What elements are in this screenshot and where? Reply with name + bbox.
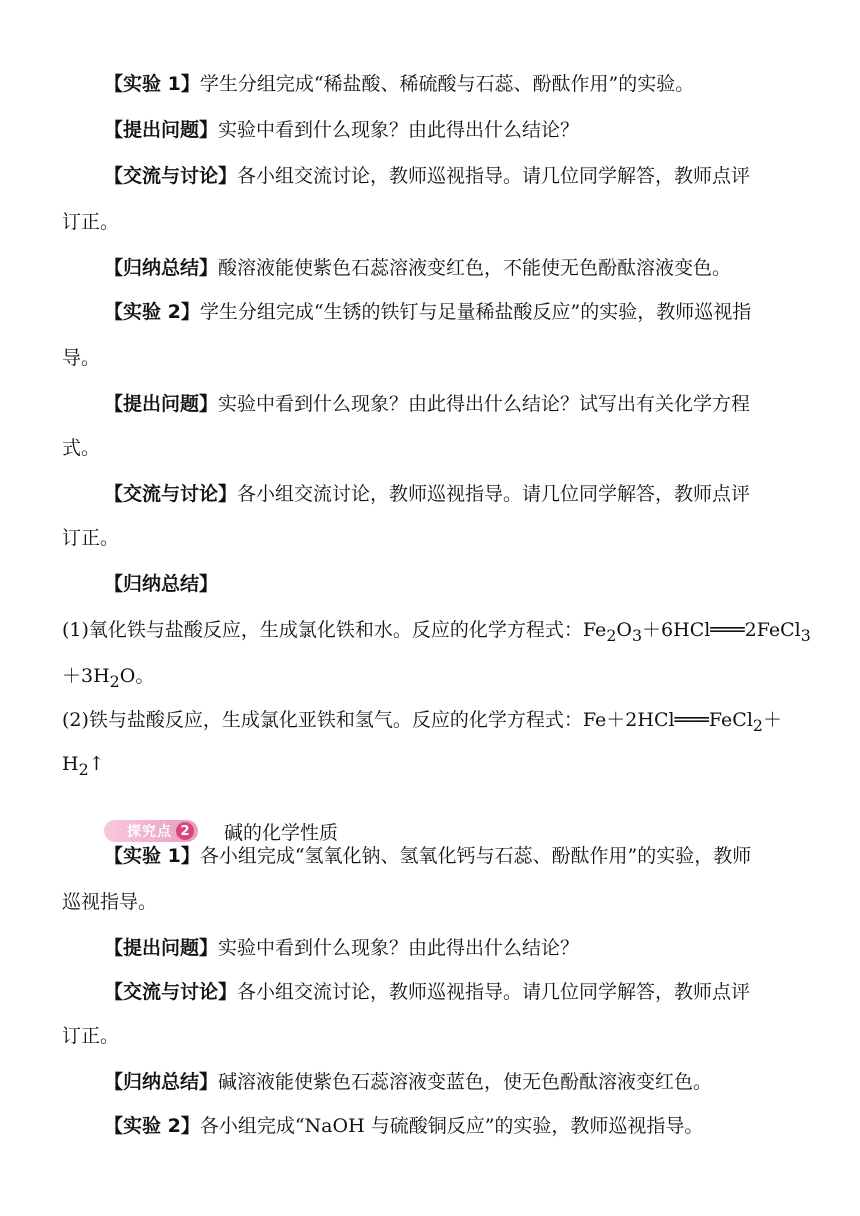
subscript: 2 [606,625,617,645]
equation-text: ＋3H [62,665,110,687]
paragraph-continuation: 巡视指导。 [62,891,158,913]
equation-text: O。 [119,665,155,687]
label-tag: 【提出问题】 [104,119,219,141]
label-tag: 【交流与讨论】 [104,165,238,187]
paragraph-continuation: 订正。 [62,211,120,233]
paragraph-text: 实验中看到什么现象？由此得出什么结论？ [218,119,580,141]
subscript: 2 [752,715,763,735]
label-tag: 【实验 1】 [104,73,200,95]
paragraph-experiment-2 [0,300,860,324]
paragraph-text: 碱溶液能使紫色石蕊溶液变蓝色，使无色酚酞溶液变红色。 [218,1071,713,1093]
equation-1 [0,618,860,648]
label-tag: 【交流与讨论】 [104,483,238,505]
subscript: 2 [78,759,89,779]
paragraph-discussion [0,164,860,188]
equation-1-continuation [0,664,860,694]
paragraph-question [0,936,860,960]
paragraph-text: 各小组完成“氢氧化钠、氢氧化钙与石蕊、酚酞作用”的实验，教师 [199,845,752,867]
equation-text: ＋6HCl═══2FeCl [642,619,801,641]
label-tag: 【归纳总结】 [104,573,219,595]
equation-2 [0,708,860,738]
paragraph-question [0,118,860,142]
paragraph-text: 学生分组完成“稀盐酸、稀硫酸与石蕊、酚酞作用”的实验。 [199,73,695,95]
paragraph-discussion [0,980,860,1004]
section-badge [104,820,198,842]
paragraph-question [0,392,860,416]
paragraph-summary [0,256,860,280]
label-tag: 【交流与讨论】 [104,981,238,1003]
subscript: 2 [109,671,120,691]
label-tag: 【实验 2】 [104,1115,200,1137]
label-tag: 【实验 2】 [104,301,200,323]
paragraph-text: 各小组交流讨论，教师巡视指导。请几位同学解答，教师点评 [237,483,751,505]
paragraph-experiment-1 [0,844,860,868]
label-tag: 【提出问题】 [104,393,219,415]
equation-text: ↑ [88,753,105,775]
paragraph-summary-heading [0,572,860,596]
section-heading [104,816,338,846]
paragraph-text: 酸溶液能使紫色石蕊溶液变红色，不能使无色酚酞溶液变色。 [218,257,732,279]
label-tag: 【实验 1】 [104,845,200,867]
section-title: 碱的化学性质 [224,821,339,844]
paragraph-text: 各小组交流讨论，教师巡视指导。请几位同学解答，教师点评 [237,165,751,187]
paragraph-experiment-2 [0,1114,860,1138]
subscript: 3 [631,625,643,645]
paragraph-discussion [0,482,860,506]
paragraph-continuation: 导。 [62,347,101,369]
equation-2-continuation [0,752,860,782]
equation-text: H [62,753,79,775]
paragraph-text: 各小组完成“NaOH 与硫酸铜反应”的实验，教师巡视指导。 [199,1115,704,1137]
paragraph-summary [0,1070,860,1094]
paragraph-text: 实验中看到什么现象？由此得出什么结论？试写出有关化学方程 [218,393,751,415]
paragraph-text: 学生分组完成“生锈的铁钉与足量稀盐酸反应”的实验，教师巡视指 [199,301,752,323]
equation-text: (1)氧化铁与盐酸反应，生成氯化铁和水。反应的化学方程式：Fe [62,619,607,641]
equation-text: O [616,619,632,641]
subscript: 3 [800,625,811,645]
equation-text: ＋ [762,709,782,731]
paragraph-continuation: 式。 [62,437,101,459]
label-tag: 【归纳总结】 [104,1071,219,1093]
equation-text: (2)铁与盐酸反应，生成氯化亚铁和氢气。反应的化学方程式：Fe＋2HCl═══FeCl [62,709,753,731]
paragraph-continuation: 订正。 [62,527,120,549]
paragraph-text: 实验中看到什么现象？由此得出什么结论？ [218,937,580,959]
badge-number: 2 [176,822,194,840]
label-tag: 【归纳总结】 [104,257,219,279]
paragraph-continuation: 订正。 [62,1025,120,1047]
badge-label: 探究点 [127,824,172,840]
label-tag: 【提出问题】 [104,937,219,959]
paragraph-text: 各小组交流讨论，教师巡视指导。请几位同学解答，教师点评 [237,981,751,1003]
paragraph-experiment-1 [0,72,860,96]
